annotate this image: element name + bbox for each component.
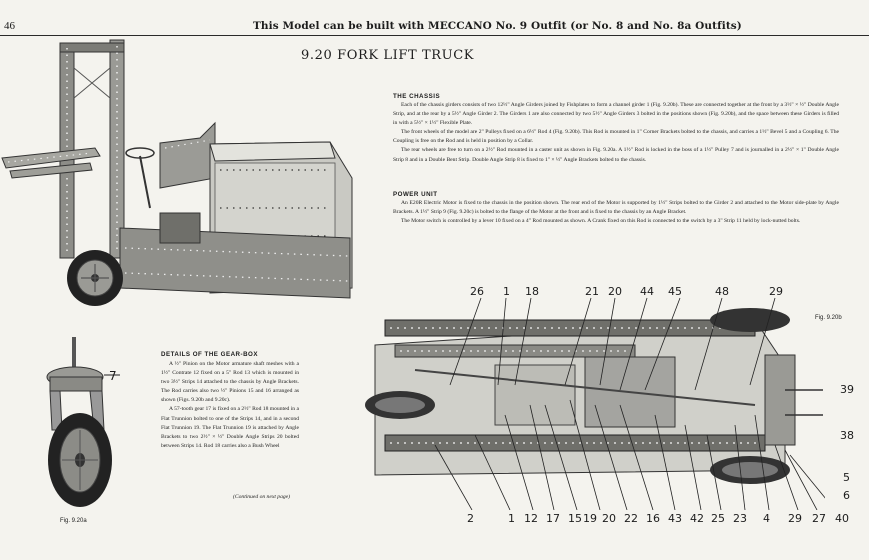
callout-26: 26 (470, 285, 484, 298)
callout-21: 21 (585, 285, 599, 298)
callout-43: 43 (668, 512, 682, 525)
power-unit-heading: POWER UNIT (393, 191, 438, 198)
power-unit-paragraph: An E20R Electric Motor is fixed to the chassis in the position shown. The rear end of the Motor is supported by 1½" Strips bolted to the Girder 2 and attached to the Motor side-plate by Angle Brackets. A 1½" Strip 9 (Fig. 9.20c) is bolted to the flange of the Motor at the front and is fixed to the chassis by an Angle Bracket. (393, 200, 839, 216)
page-header: This Model can be built with MECCANO No. 9 Outfit (or No. 8 and No. 8a Outfits) (253, 20, 742, 32)
chassis-text (393, 101, 839, 165)
callout-7: 7 (109, 369, 117, 383)
caster-unit-illustration (20, 335, 130, 515)
callout-4: 4 (763, 512, 770, 525)
callout-38: 38 (840, 429, 854, 442)
figure-caption-a: Fig. 9.20a (60, 518, 87, 524)
chassis-paragraph: The front wheels of the model are 2" Pulleys fixed on a 6½" Rod 4 (Fig. 9.20b). This Rod is mounted in 1" Corner Brackets bolted to the chassis, and carries a 1½" Bevel 5 and a Coupling 6. The Coupling is free on the Rod and is held in position by a Collar. (393, 129, 839, 145)
callout-1-top: 1 (503, 285, 510, 298)
callout-12: 12 (524, 512, 538, 525)
callout-6: 6 (843, 489, 850, 502)
gear-box-paragraph: A ½" Pinion on the Motor armature shaft meshes with a 1½" Contrate 12 fixed on a 5" Rod 13 which is mounted in two 3½" Strips 14 attached to the chassis by Angle Brackets. The Rod carries also two ½" Pinions 15 and 16 arranged as shown (Figs. 9.20b and 9.20c). (161, 361, 299, 404)
gear-box-paragraph: A 57-tooth gear 17 is fixed on a 2½" Rod 18 mounted in a Flat Trunnion bolted to one of the Strips 14, and in a second Flat Trunnion 19. The Flat Trunnion 19 is attached by Angle Brackets to two 2½" × ½" Double Angle Strips 20 bolted between Strips 14. Rod 18 carries also a Bush Wheel (161, 406, 299, 449)
chassis-paragraph: Each of the chassis girders consists of two 12½" Angle Girders joined by Fishplates to form a channel girder 1 (Fig. 9.20b). These are connected together at the front by a 3½" × ½" Double Angle Strip, and at the rear by a 5½" Angle Girder 2. The Girders 1 are also connected by two 5½" Angle Girders 3 bolted in the positions shown (Fig. 9.20b), and the space between these Girders is filled in with a 5½" × 1½" Flexible Plate. (393, 102, 839, 127)
chassis-paragraph: The rear wheels are free to turn on a 2½" Rod mounted in a caster unit as shown in Fig. 9.20a. A 1½" Rod is locked in the boss of a 1½" Pulley 7 and is journalled in a 2½" × 1" Double Angle Strip 8 and in a Double Bent Strip. Double Angle Strip 8 is fixed to 1" × ½" Angle Brackets bolted to the chassis. (393, 147, 839, 163)
callout-29-bottom: 29 (788, 512, 802, 525)
power-unit-text (393, 199, 839, 226)
callout-23: 23 (733, 512, 747, 525)
chassis-plan-illustration (355, 295, 825, 510)
callout-45: 45 (668, 285, 682, 298)
gear-box-text (161, 360, 299, 451)
callout-29-top: 29 (769, 285, 783, 298)
chassis-heading: THE CHASSIS (393, 93, 441, 100)
callout-42: 42 (690, 512, 704, 525)
callout-17: 17 (546, 512, 560, 525)
callout-5: 5 (843, 471, 850, 484)
callout-1-bottom: 1 (508, 512, 515, 525)
callout-44: 44 (640, 285, 654, 298)
figure-caption-b: Fig. 9.20b (815, 315, 842, 321)
callout-18: 18 (525, 285, 539, 298)
callout-2: 2 (467, 512, 474, 525)
callout-27: 27 (812, 512, 826, 525)
callout-19: 19 (583, 512, 597, 525)
callout-40: 40 (835, 512, 849, 525)
continued-note: (Continued on next page) (233, 494, 291, 500)
header-rule (0, 35, 869, 36)
callout-39: 39 (840, 383, 854, 396)
power-unit-paragraph: The Motor switch is controlled by a lever 10 fixed on a 4" Rod mounted as shown. A Crank fixed on this Rod is connected to the switch by a 3" Strip 11 held by lock-nutted bolts. (401, 218, 801, 225)
callout-20-top: 20 (608, 285, 622, 298)
callout-48: 48 (715, 285, 729, 298)
page-number: 46 (4, 20, 15, 32)
callout-20-bottom: 20 (602, 512, 616, 525)
callout-22: 22 (624, 512, 638, 525)
gear-box-heading: DETAILS OF THE GEAR-BOX (161, 351, 258, 358)
callout-15: 15 (568, 512, 582, 525)
callout-16: 16 (646, 512, 660, 525)
callout-25: 25 (711, 512, 725, 525)
page-title: 9.20 FORK LIFT TRUCK (301, 48, 475, 63)
fork-lift-truck-illustration (0, 38, 370, 313)
